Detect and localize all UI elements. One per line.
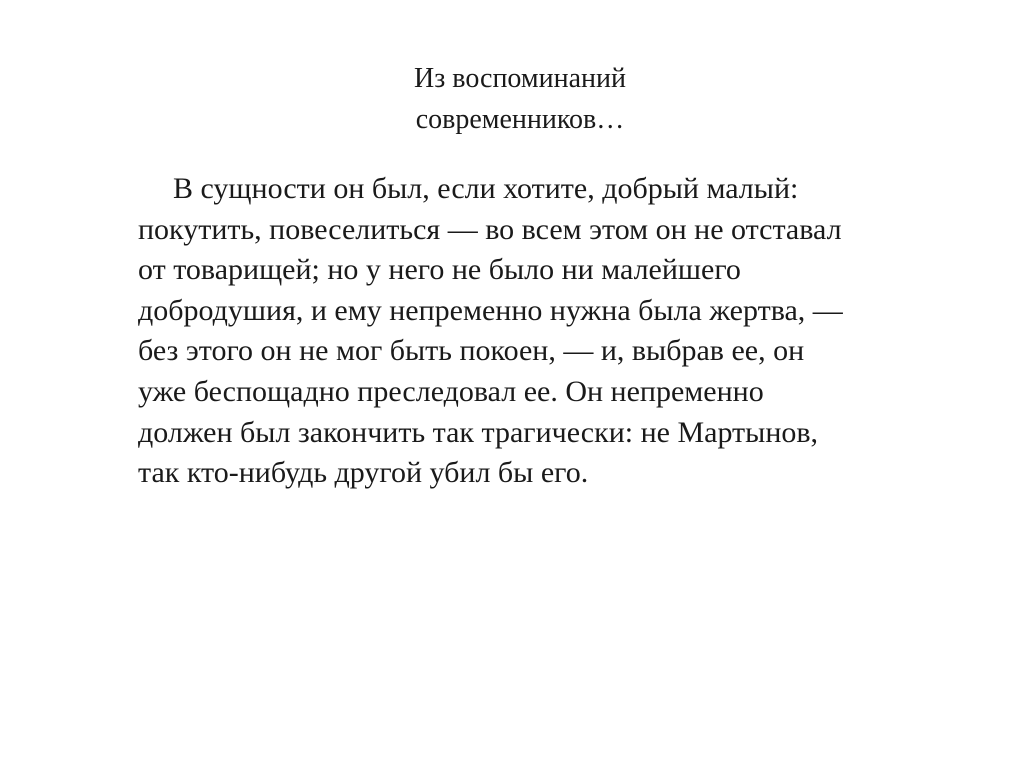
quote-line-2: покутить, повеселиться — во всем этом он не отставал	[138, 212, 842, 246]
quote-line-6: уже беспощадно преследовал ее. Он непременно	[138, 374, 764, 408]
quote-line-4: добродушия, и ему непременно нужна была жертва, —	[138, 293, 843, 327]
slide-title	[0, 58, 1024, 140]
title-line-1: Из воспоминаний	[414, 63, 626, 94]
quote-line-1: В сущности он был, если хотите, добрый малый:	[173, 172, 799, 205]
quote-line-8: так кто-нибудь другой убил бы его.	[138, 456, 589, 490]
quote-line-7: должен был закончить так трагически: не Мартынов,	[138, 415, 819, 449]
quote-line-3: от товарищей; но у него не было ни малейшего	[138, 253, 741, 287]
quote-paragraph	[138, 169, 958, 494]
title-line-2: современников…	[415, 104, 625, 135]
quote-line-5: без этого он не мог быть покоен, — и, выбрав ее, он	[138, 334, 805, 368]
